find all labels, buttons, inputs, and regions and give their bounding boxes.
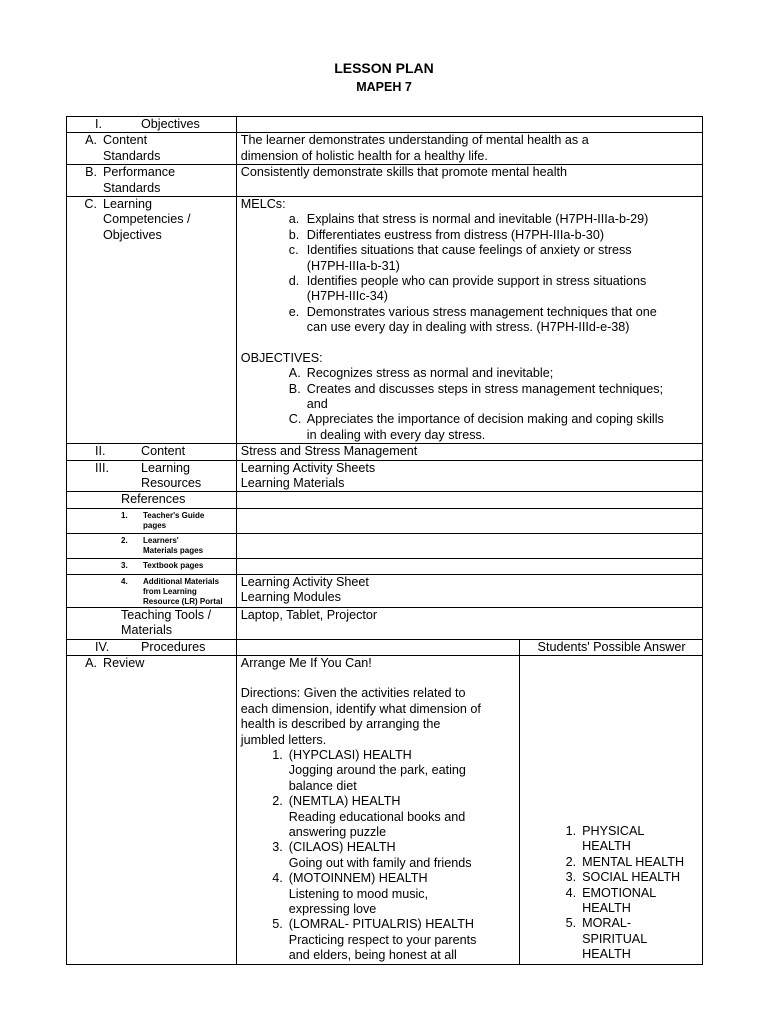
list-item: 4. (MOTOINNEM) HEALTH Listening to mood music, expressing love <box>272 871 429 917</box>
list-item: 5. (LOMRAL- PITUALRIS) HEALTH Practicing respect to your parents and elders, being honest at all <box>272 917 477 963</box>
row-content-standards: A. Content Standards The learner demonstrates understanding of mental health as a dimension of holistic health for a healthy life. <box>67 133 703 165</box>
references-label: References <box>121 492 186 507</box>
row-content: II. Content Stress and Stress Management <box>67 444 703 460</box>
row-learning-competencies: C. Learning Competencies / Objectives MELCs: a. Explains that stress is normal and inevitable (H7PH-IIIa-b-29) b. Differentiates eustress from distress (H7PH-IIIa-b-30) c. Identifies situations that cause feelings of anxiety or stress (H7PH-IIIa-b-31) d. Identifies people who can provide support in stress situations (H7PH-IIIc-34) e. Demonstrates various stress management techniques that one can use every day in dealing with stress. (H7PH-IIId-e-38) OBJECTIVES: A. Recognizes stress as normal and inevitable; B. Creates and discusses steps in stress management techniques; and C. Appreciates the importance of decision making and coping skills in dealing with every day stress. <box>67 197 703 444</box>
row-review: A. Review Arrange Me If You Can! Directions: Given the activities related to each dimension, identify what dimension of health is described by arranging the jumbled letters. 1. (HYPCLASI) HEALTH Jogging around the park, eating balance diet 2. (NEMTLA) HEALTH Reading educational books and answering puzzle 3. (CILAOS) HEALTH Going out with family and friends 4. (MOTOINNEM) HEALTH Listening to mood music, expressing love 5. (LOMRAL- PITUALRIS) HEALTH Practicing respect to your parents and elders, being honest at all 1. PHYSICAL HEALTH 2. MENTAL HEALTH 3. SOCIAL HEALTH 4. EMOTIONAL HEALTH 5. MORAL- SPIRITUAL HEALTH <box>67 655 703 964</box>
objectives-label-cell <box>67 117 237 133</box>
list-item: 1. PHYSICAL HEALTH <box>565 823 645 854</box>
possible-answers <box>520 655 703 964</box>
procedures-label: Procedures <box>141 639 206 654</box>
learning-resources-label: Learning <box>141 460 191 475</box>
list-item: 3. SOCIAL HEALTH <box>565 870 681 885</box>
page-subtitle: MAPEH 7 <box>356 80 412 94</box>
review-label: Review <box>103 655 145 670</box>
row-reference-2: 2. Learners' Materials pages <box>67 533 703 558</box>
list-item: b. Differentiates eustress from distress (H7PH-IIIa-b-30) <box>288 227 605 242</box>
list-item: c. Identifies situations that cause feelings of anxiety or stress (H7PH-IIIa-b-31) <box>288 243 632 273</box>
row-reference-3: 3. Textbook pages <box>67 558 703 574</box>
section-label: Objectives <box>141 117 200 131</box>
list-item: 3. (CILAOS) HEALTH Going out with family and friends <box>272 840 472 870</box>
row-reference-1: 1. Teacher's Guide pages <box>67 508 703 533</box>
list-item: B. Creates and discusses steps in stress management techniques; and <box>288 381 664 411</box>
list-item: d. Identifies people who can provide support in stress situations (H7PH-IIIc-34) <box>288 274 647 304</box>
reference-label: Additional Materials <box>143 576 220 586</box>
list-item: 1. (HYPCLASI) HEALTH Jogging around the park, eating balance diet <box>272 748 466 793</box>
content-standards-text: The learner demonstrates understanding of mental health as a dimension of holistic health for a healthy life. <box>236 133 702 165</box>
list-item: A. Recognizes stress as normal and inevitable; <box>288 366 554 381</box>
teaching-tools-text: Laptop, Tablet, Projector <box>236 607 702 639</box>
performance-standards-text: Consistently demonstrate skills that promote mental health <box>236 165 702 197</box>
page-title: LESSON PLAN <box>334 60 434 76</box>
objectives-heading: OBJECTIVES: <box>240 350 323 365</box>
list-item: a. Explains that stress is normal and inevitable (H7PH-IIIa-b-29) <box>288 212 649 227</box>
row-teaching-tools: Teaching Tools / Materials Laptop, Tablet, Projector <box>67 607 703 639</box>
content-label: Content <box>141 444 186 459</box>
lesson-plan-table <box>66 116 703 965</box>
row-performance-standards: B. Performance Standards Consistently demonstrate skills that promote mental health <box>67 165 703 197</box>
list-item: 4. EMOTIONAL HEALTH <box>565 885 657 915</box>
row-procedures: IV. Procedures Students' Possible Answer <box>67 639 703 655</box>
reference-label: Learners' <box>143 535 179 545</box>
section-number: I. <box>95 117 102 131</box>
learning-competencies-text <box>236 197 702 444</box>
reference-label: Teacher's Guide <box>143 510 205 520</box>
content-standards-label: Content <box>103 133 148 148</box>
row-learning-resources: III. Learning Resources Learning Activity Sheets Learning Materials <box>67 460 703 492</box>
performance-standards-label: Performance <box>103 165 176 180</box>
melcs-heading: MELCs: <box>240 197 286 212</box>
list-item: 2. MENTAL HEALTH <box>565 854 685 869</box>
learning-resources-text: Learning Activity Sheets Learning Materials <box>236 460 702 492</box>
list-item: 2. (NEMTLA) HEALTH Reading educational books and answering puzzle <box>272 794 466 840</box>
list-item: 5. MORAL- SPIRITUAL HEALTH <box>565 916 648 962</box>
row-objectives <box>67 117 703 133</box>
answer-heading: Students' Possible Answer <box>520 639 703 655</box>
list-item: e. Demonstrates various stress management techniques that one can use every day in dealing with stress. (H7PH-IIId-e-38) <box>288 304 657 335</box>
list-item: C. Appreciates the importance of decision making and coping skills in dealing with every day stress. <box>288 412 664 442</box>
activity-title: Arrange Me If You Can! <box>240 655 372 670</box>
learning-competencies-label: Learning <box>103 197 153 212</box>
directions-text: Directions: Given the activities related to each dimension, identify what dimension of health is described by arranging the jumbled letters. <box>240 686 481 747</box>
content-text: Stress and Stress Management <box>236 444 702 460</box>
review-activity <box>236 655 519 964</box>
reference-label: Textbook pages <box>143 560 204 570</box>
teaching-tools-label: Teaching Tools / <box>121 607 212 622</box>
row-reference-4: 4. Additional Materials from Learning Resource (LR) Portal Learning Activity Sheet Learning Modules <box>67 574 703 607</box>
row-references <box>67 492 703 508</box>
